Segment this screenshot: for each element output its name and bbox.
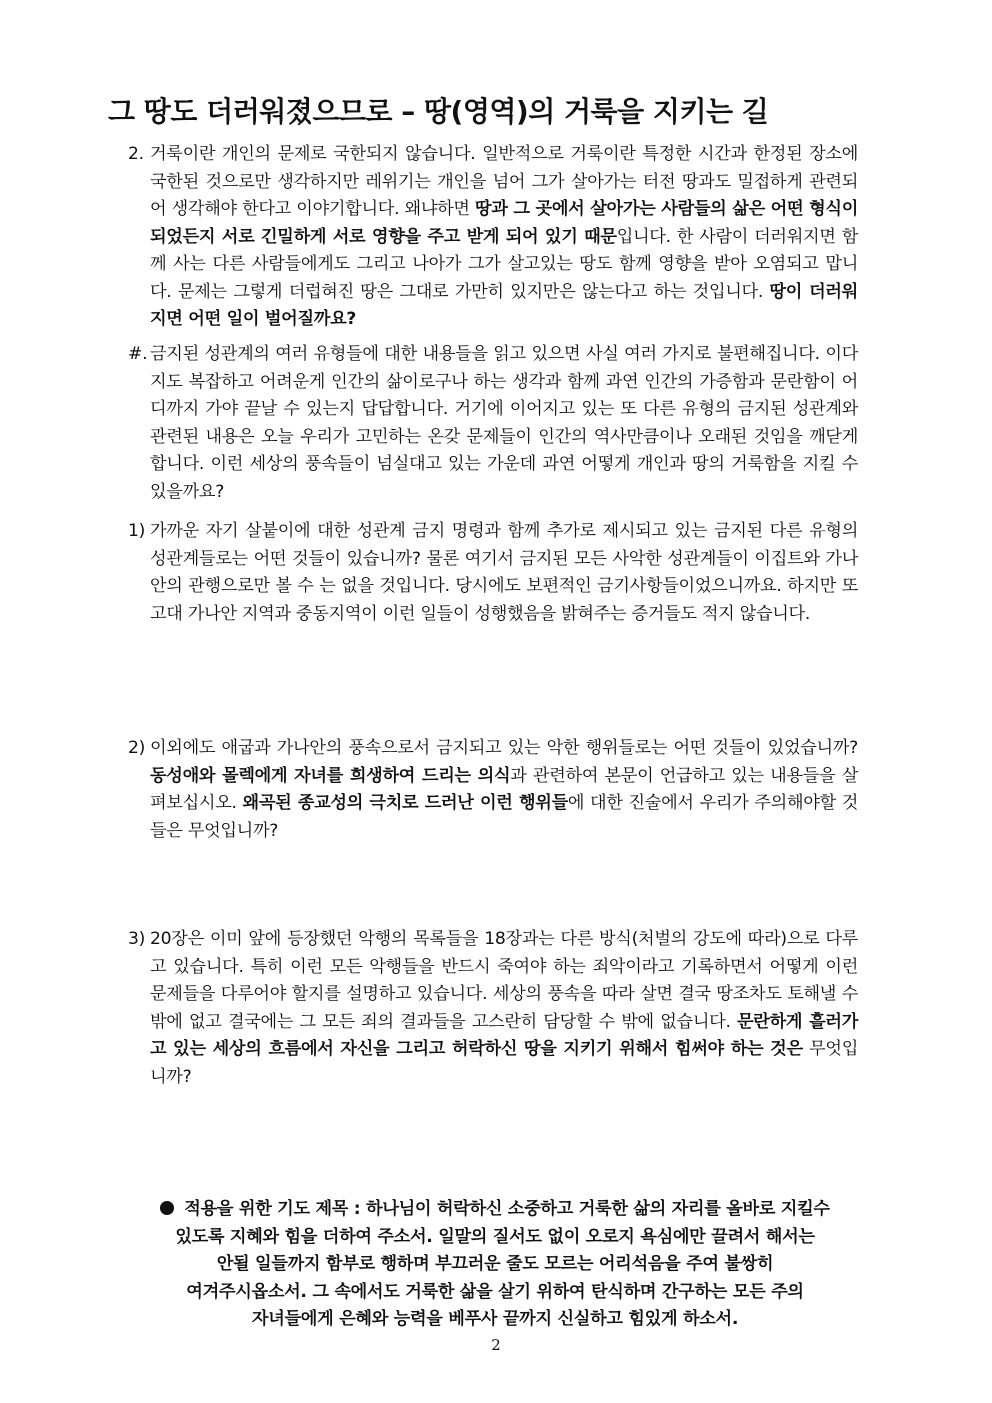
body-text: 20장은 이미 앞에 등장했던 악행의 목록들을 18장과는 다른 방식(처벌의 강도에 따라)으로 다루고 있습니다. 특히 이런 모든 악행들을 반드시 죽여야 하는 죄악이라고 기록하면서 어떻게 이런 문제들을 다루어야 할지를 설명하고 있습니다. 세상의 풍속을 따라 살면 결국 땅조차도 토해낼 수밖에 없고 결국에는 그 모든 죄의 결과들을 고스란히 담당할 수 밖에 없습니다. (150, 929, 858, 1032)
question-number: 1) (128, 521, 146, 541)
prayer-line: 여겨주시옵소서. 그 속에서도 거룩한 삶을 살기 위하여 탄식하며 간구하는 모든 주의 (186, 1281, 804, 1302)
section-text (150, 341, 858, 506)
emphasis-text: 땅이 더러워지면 어떤 일이 벌어질까요? (150, 281, 858, 329)
section-2 (128, 141, 858, 334)
prayer-line: 자녀들에게 은혜와 능력을 베푸사 끝까지 신실하고 힘있게 하소서. (251, 1309, 739, 1329)
question-number: 2) (128, 738, 146, 758)
emphasis-text: 동성애와 몰렉에게 자녀를 희생하여 드리는 의식 (150, 765, 511, 786)
section-text (150, 141, 858, 334)
emphasis-text: 문란하게 흘러가고 있는 세상의 흐름에서 자신을 그리고 허락하신 땅을 지키기 위해서 힘써야 하는 것은 (150, 1011, 858, 1059)
page-number: 2 (491, 1336, 501, 1354)
body-text: 입니다. 한 사람이 더러워지면 함께 사는 다른 사람들에게도 그리고 나아가 그가 살고있는 땅도 함께 영향을 받아 오염되고 맙니다. 문제는 그렇게 더럽혀진 땅은 그대로 가만히 있지만은 않는다고 하는 것입니다. (150, 226, 859, 302)
prayer-line: 안될 일들까지 함부로 행하며 부끄러운 줄도 모르는 어리석음을 주여 불쌍히 (216, 1254, 774, 1274)
emphasis-text: 땅과 그 곳에서 살아가는 사람들의 삶은 어떤 형식이되었든지 서로 긴밀하게 서로 영향을 주고 받게 되어 있기 때문 (150, 199, 858, 247)
page-title: 그 땅도 더러워졌으므로 – 땅(영역)의 거룩을 지키는 길 (108, 95, 769, 128)
body-text: 금지된 성관계의 여러 유형들에 대한 내용들을 읽고 있으면 사실 여러 가지로 불편해집니다. 이다지도 복잡하고 어려운게 인간의 삶이로구나 하는 생각과 함께 과연 인간의 가증함과 문란함이 어디까지 가야 끝날 수 있는지 답답합니다. 거기에 이어지고 있는 또 다른 유형의 금지된 성관계와 관련된 내용은 오늘 우리가 고민하는 온갖 문제들이 인간의 역사만큼이나 오래된 것임을 깨닫게 합니다. 이런 세상의 풍속들이 넘실대고 있는 가운데 과연 어떻게 개인과 땅의 거룩함을 지킬 수 있을까요? (150, 344, 858, 502)
bullet-icon (160, 1201, 174, 1215)
question-3 (128, 926, 858, 1091)
section-number: 2. (128, 144, 144, 164)
body-text: 무엇입니까? (150, 1039, 858, 1087)
prayer-line: 있도록 지혜와 힘을 더하여 주소서. 일말의 질서도 없이 오로지 욕심에만 끌려서 해서는 (175, 1226, 815, 1247)
body-text: 이외에도 애굽과 가나안의 풍속으로서 금지되고 있는 악한 행위들로는 어떤 것들이 있었습니까? (150, 738, 858, 758)
prayer-line: 적용을 위한 기도 제목 : 하나님이 허락하신 소중하고 거룩한 삶의 자리를 올바로 지킬수 (130, 1196, 860, 1224)
question-text (150, 926, 858, 1091)
body-text: 가까운 자기 살붙이에 대한 성관계 금지 명령과 함께 추가로 제시되고 있는 금지된 다른 유형의 성관계들로는 어떤 것들이 있습니까? 물론 여기서 금지된 모든 사악한 성관계들이 이집트와 가나안의 관행으로만 볼 수 는 없을 것입니다. 당시에도 보편적인 금기사항들이었으니까요. 하지만 또 고대 가나안 지역과 중동지역이 이런 일들이 성행했음을 밝혀주는 증거들도 적지 않습니다. (150, 521, 858, 624)
question-2 (128, 735, 858, 845)
body-text: 에 대한 진술에서 우리가 주의해야할 것들은 무엇입니까? (150, 793, 859, 841)
question-text (150, 518, 858, 628)
section-hash (128, 341, 858, 506)
body-text: 거룩이란 개인의 문제로 국한되지 않습니다. 일반적으로 거룩이란 특정한 시간과 한정된 장소에 국한된 것으로만 생각하지만 레위기는 개인을 넘어 그가 살아가는 터전 땅과도 밀접하게 관련되어 생각해야 한다고 이야기합니다. 왜냐하면 (150, 144, 858, 219)
section-number: #. (128, 344, 148, 364)
question-number: 3) (128, 929, 146, 949)
emphasis-text: 왜곡된 종교성의 극치로 드러난 이런 행위들 (242, 793, 568, 813)
body-text: 과 관련하여 본문이 언급하고 있는 내용들을 살펴보십시오. (150, 765, 859, 813)
prayer-box (130, 1196, 860, 1334)
question-text (150, 735, 858, 845)
question-1 (128, 518, 858, 628)
